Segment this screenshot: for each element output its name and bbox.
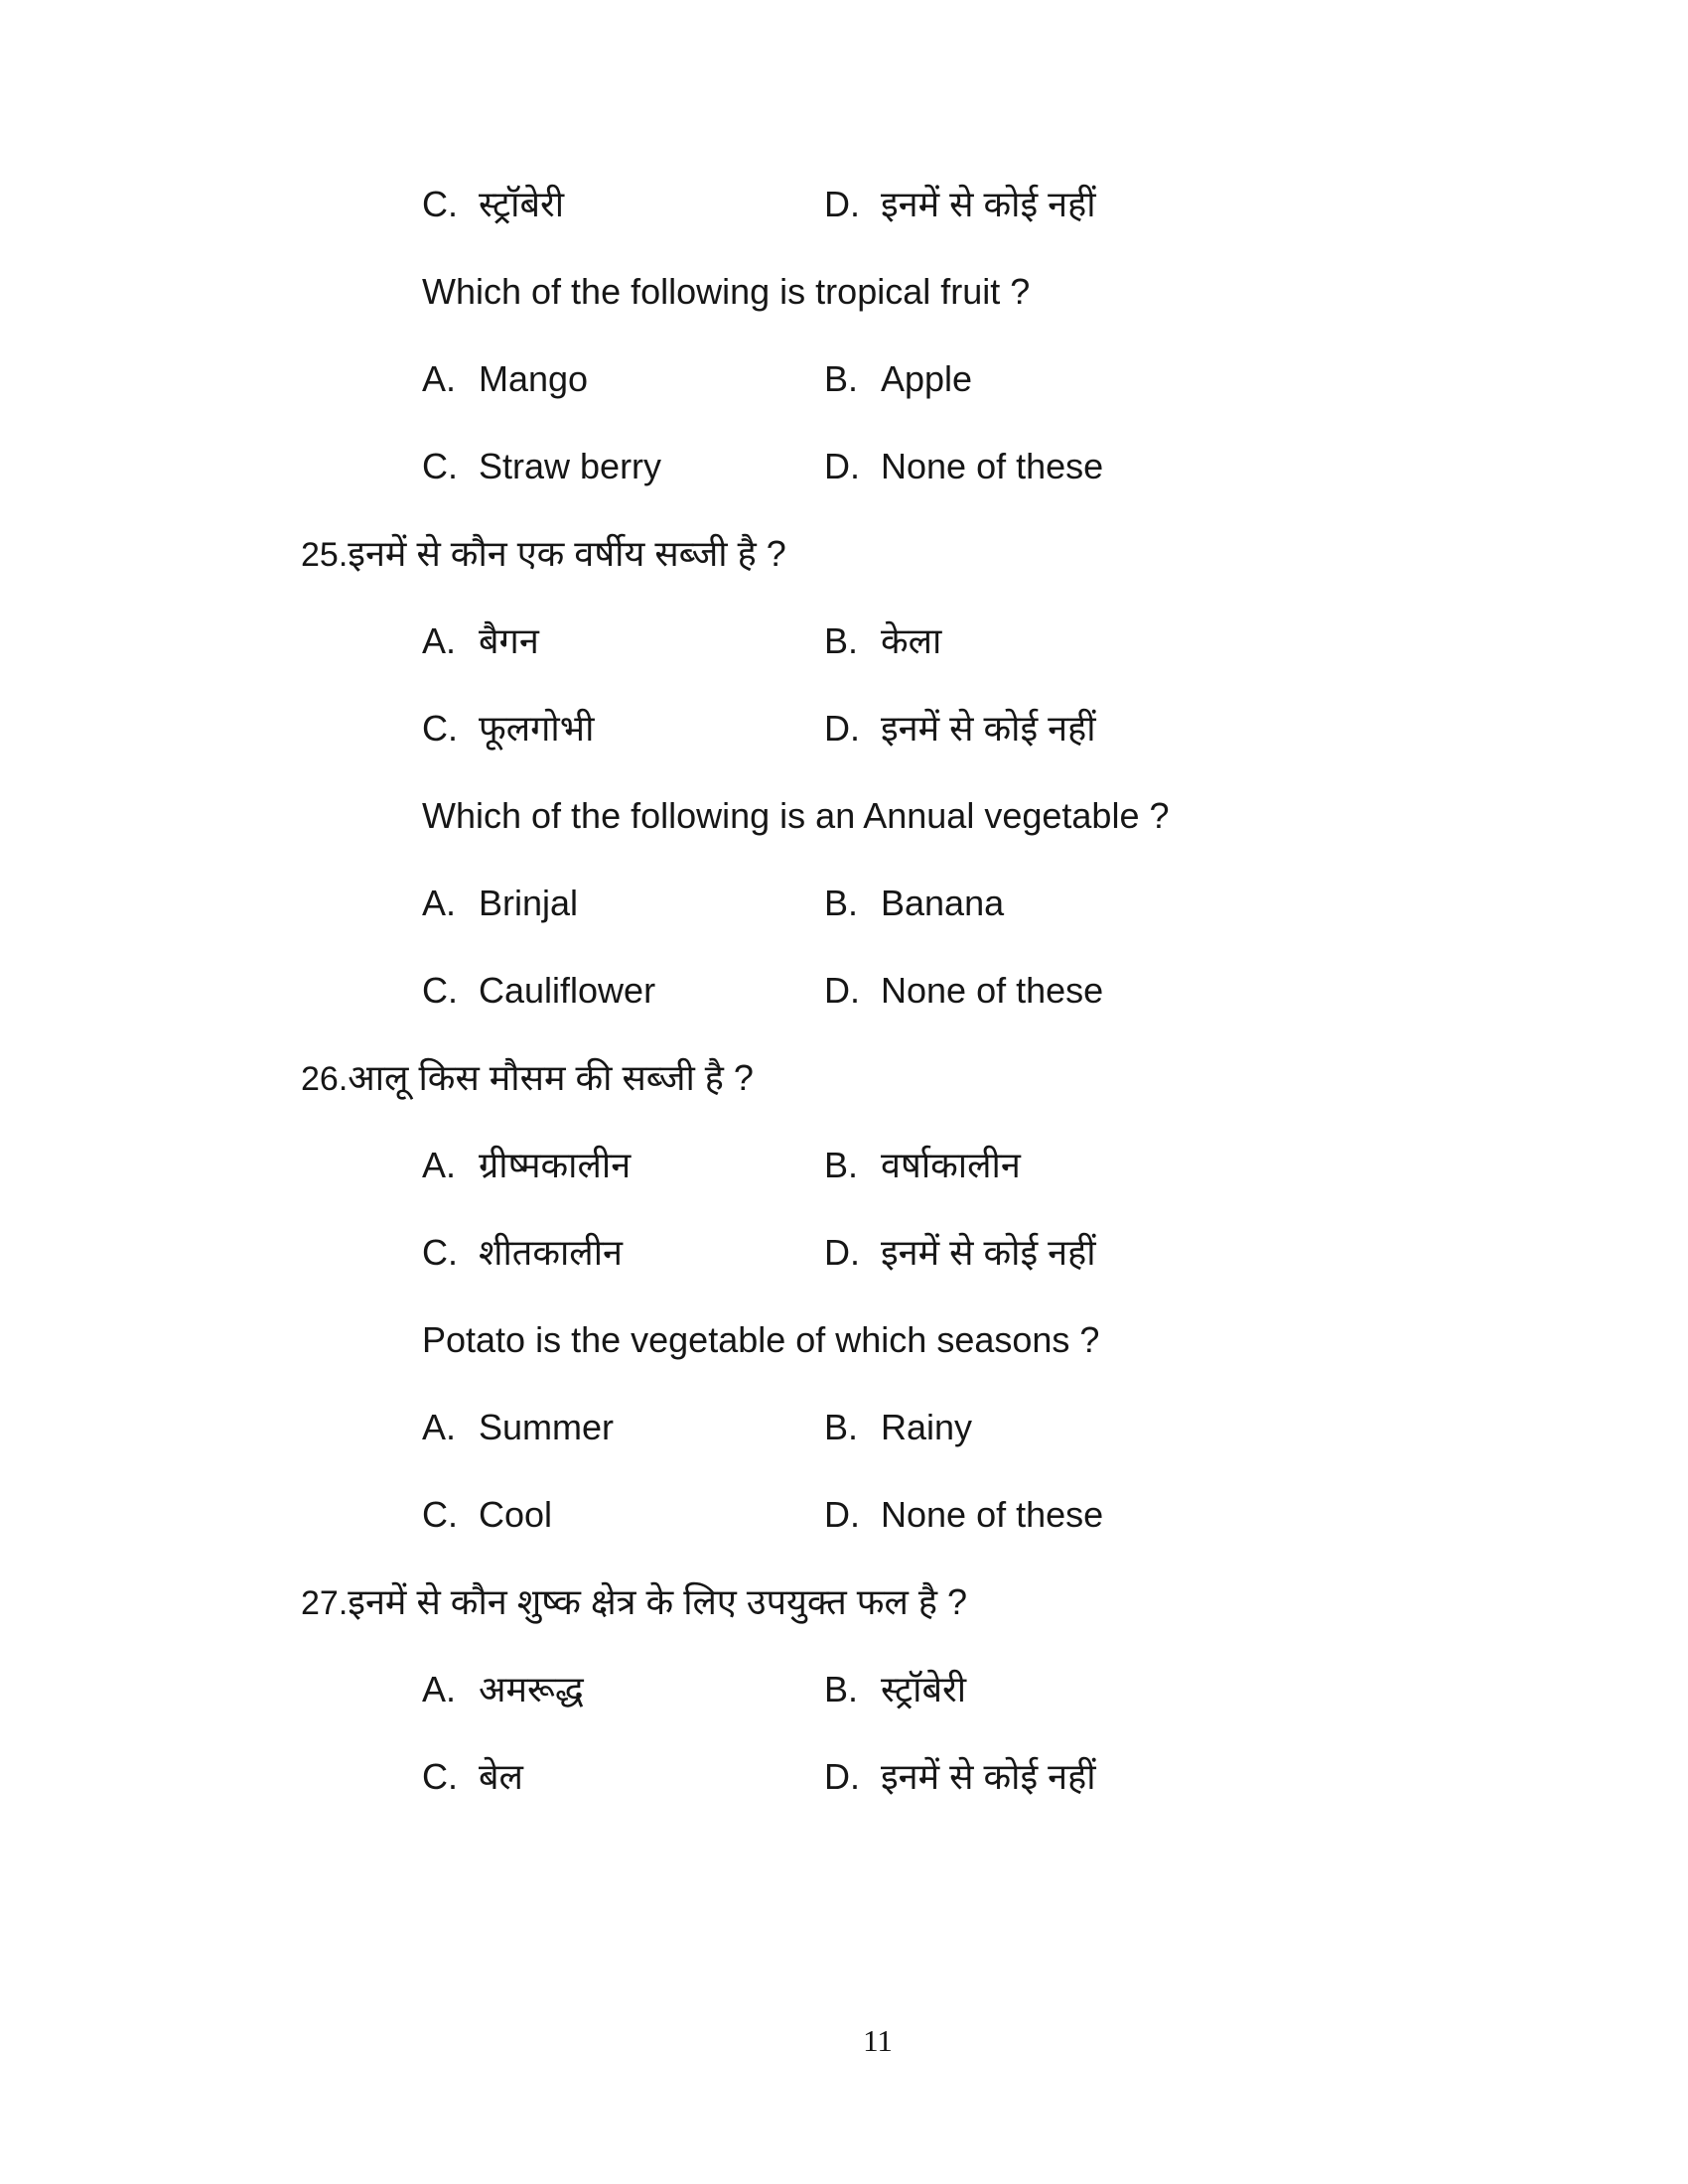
- option-row: [0, 1405, 1688, 1450]
- option-c-hindi: [422, 1754, 523, 1800]
- question-text-english: Which of the following is an Annual vegetable ?: [422, 795, 1170, 836]
- option-c-english: [422, 968, 655, 1014]
- option-text: Summer: [479, 1407, 615, 1447]
- option-text: स्ट्रॉबेरी: [479, 184, 565, 224]
- option-row: [0, 968, 1688, 1014]
- option-a-hindi: [422, 1667, 584, 1712]
- question-row: [0, 531, 1688, 577]
- option-label: C.: [422, 708, 458, 749]
- option-text: Rainy: [881, 1407, 973, 1447]
- option-text: Cool: [479, 1494, 553, 1535]
- option-text: Banana: [881, 883, 1005, 923]
- option-d-hindi: [824, 1754, 1096, 1800]
- option-label: D.: [824, 1494, 860, 1535]
- option-b-hindi: [824, 618, 941, 664]
- option-row: [0, 706, 1688, 751]
- option-row: [0, 881, 1688, 926]
- option-b-english: [824, 1405, 972, 1450]
- option-label: B.: [824, 883, 859, 923]
- option-row: [0, 444, 1688, 489]
- option-text: Brinjal: [479, 883, 579, 923]
- option-label: A.: [422, 1145, 457, 1185]
- option-row: [0, 182, 1688, 227]
- option-label: A.: [422, 620, 457, 661]
- option-label: A.: [422, 358, 457, 399]
- option-d-hindi: [824, 706, 1096, 751]
- option-row: [0, 1492, 1688, 1538]
- option-row: [0, 1667, 1688, 1712]
- option-label: B.: [824, 1407, 859, 1447]
- question-text-hindi: इनमें से कौन एक वर्षीय सब्जी है ?: [348, 533, 786, 574]
- question-text-hindi: आलू किस मौसम की सब्जी है ?: [348, 1057, 754, 1098]
- option-text: फूलगोभी: [479, 708, 595, 749]
- option-text: Straw berry: [479, 446, 662, 486]
- page-content: [0, 182, 1688, 1842]
- option-label: C.: [422, 1756, 458, 1797]
- question-text-hindi: इनमें से कौन शुष्क क्षेत्र के लिए उपयुक्त फल है ?: [348, 1581, 968, 1622]
- option-d-hindi: [824, 182, 1096, 227]
- option-text: केला: [881, 620, 942, 661]
- option-text: None of these: [881, 1494, 1104, 1535]
- option-label: D.: [824, 1756, 860, 1797]
- option-d-english: [824, 968, 1103, 1014]
- option-b-english: [824, 881, 1004, 926]
- option-row: [0, 356, 1688, 402]
- option-text: इनमें से कोई नहीं: [881, 1756, 1096, 1797]
- option-text: None of these: [881, 970, 1104, 1011]
- option-d-english: [824, 1492, 1103, 1538]
- option-row: [0, 1754, 1688, 1800]
- option-text: इनमें से कोई नहीं: [881, 184, 1096, 224]
- option-d-english: [824, 444, 1103, 489]
- option-a-english: [422, 1405, 614, 1450]
- option-label: A.: [422, 1407, 457, 1447]
- question-text-english: Potato is the vegetable of which seasons ?: [422, 1319, 1100, 1360]
- option-b-english: [824, 356, 972, 402]
- option-label: C.: [422, 184, 458, 224]
- option-label: A.: [422, 1669, 457, 1709]
- option-label: A.: [422, 883, 457, 923]
- option-row: [0, 1230, 1688, 1276]
- option-a-english: [422, 356, 588, 402]
- option-text: इनमें से कोई नहीं: [881, 1232, 1096, 1273]
- option-label: D.: [824, 446, 860, 486]
- option-text: बेल: [479, 1756, 523, 1797]
- option-label: B.: [824, 1145, 859, 1185]
- question-number: 25.: [301, 536, 349, 574]
- option-text: Cauliflower: [479, 970, 656, 1011]
- english-question-row: [0, 269, 1688, 315]
- option-label: D.: [824, 708, 860, 749]
- option-label: B.: [824, 358, 859, 399]
- option-label: B.: [824, 1669, 859, 1709]
- option-text: Apple: [881, 358, 973, 399]
- option-d-hindi: [824, 1230, 1096, 1276]
- option-row: [0, 1143, 1688, 1188]
- option-text: शीतकालीन: [479, 1232, 624, 1273]
- option-a-english: [422, 881, 578, 926]
- option-label: D.: [824, 970, 860, 1011]
- option-label: D.: [824, 1232, 860, 1273]
- option-text: None of these: [881, 446, 1104, 486]
- question-row: [0, 1055, 1688, 1101]
- option-c-english: [422, 444, 661, 489]
- option-text: Mango: [479, 358, 589, 399]
- option-text: इनमें से कोई नहीं: [881, 708, 1096, 749]
- option-text: ग्रीष्मकालीन: [479, 1145, 632, 1185]
- option-a-hindi: [422, 618, 539, 664]
- question-row: [0, 1579, 1688, 1625]
- option-c-hindi: [422, 706, 594, 751]
- option-row: [0, 618, 1688, 664]
- option-label: C.: [422, 446, 458, 486]
- option-b-hindi: [824, 1667, 966, 1712]
- option-c-hindi: [422, 1230, 623, 1276]
- question-number: 26.: [301, 1060, 349, 1098]
- option-text: बैगन: [479, 620, 539, 661]
- option-label: C.: [422, 970, 458, 1011]
- option-c-hindi: [422, 182, 564, 227]
- option-label: C.: [422, 1494, 458, 1535]
- option-b-hindi: [824, 1143, 1021, 1188]
- english-question-row: [0, 793, 1688, 839]
- option-text: अमरूद्ध: [479, 1669, 584, 1709]
- option-label: D.: [824, 184, 860, 224]
- question-text-english: Which of the following is tropical fruit ?: [422, 271, 1031, 312]
- option-text: वर्षाकालीन: [881, 1145, 1021, 1185]
- option-c-english: [422, 1492, 552, 1538]
- page-number: 11: [863, 2023, 893, 2058]
- question-number: 27.: [301, 1584, 349, 1622]
- option-text: स्ट्रॉबेरी: [881, 1669, 967, 1709]
- option-a-hindi: [422, 1143, 631, 1188]
- option-label: C.: [422, 1232, 458, 1273]
- english-question-row: [0, 1317, 1688, 1363]
- option-label: B.: [824, 620, 859, 661]
